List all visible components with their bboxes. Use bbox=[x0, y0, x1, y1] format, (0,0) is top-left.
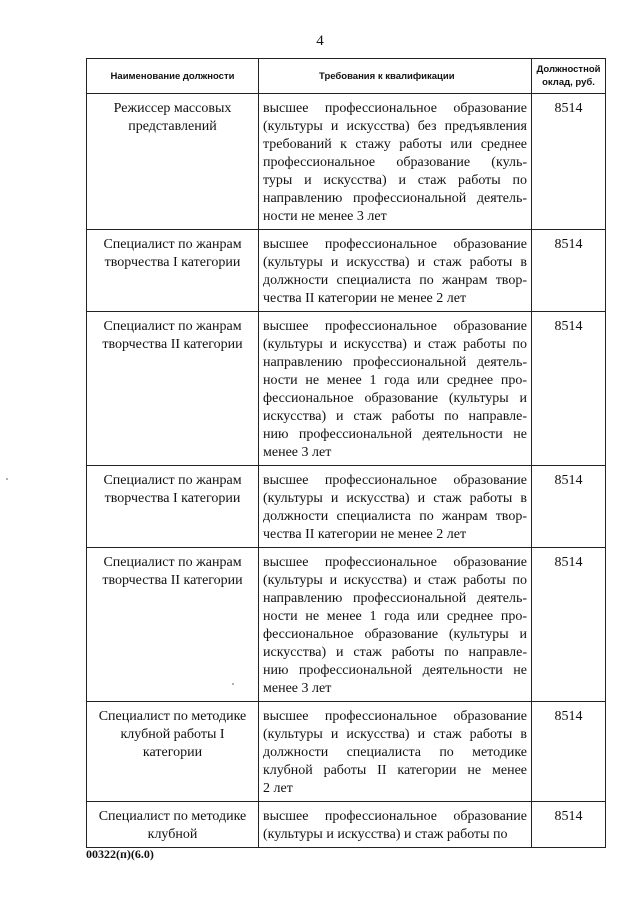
position-title: Специалист по методике клубной работы I категории bbox=[87, 702, 259, 802]
requirement-line: менее 3 лет bbox=[263, 445, 332, 460]
position-title: Специалист по жанрам творчества I категории bbox=[87, 230, 259, 312]
requirement-line: высшее профессиональное образование bbox=[263, 473, 527, 488]
requirement-line: (культуры и искусства) и стаж работы по bbox=[263, 337, 527, 352]
requirement-line: чества II категории не менее 2 лет bbox=[263, 291, 467, 306]
position-title: Специалист по методике клубной bbox=[87, 802, 259, 848]
scan-artifact-dot bbox=[6, 478, 8, 480]
qualification-table bbox=[86, 58, 606, 848]
salary-value: 8514 bbox=[532, 94, 606, 230]
requirement-line: должности специалиста по жанрам твор- bbox=[263, 273, 527, 288]
qualification-requirements bbox=[259, 312, 532, 466]
position-title: Специалист по жанрам творчества II категории bbox=[87, 548, 259, 702]
table-row bbox=[87, 230, 606, 312]
requirement-line: туры и искусства) и стаж работы по bbox=[263, 173, 527, 188]
requirement-line: клубной работы II категории не менее bbox=[263, 763, 527, 778]
requirement-line: (культуры и искусства) и стаж работы в bbox=[263, 255, 527, 270]
table-row bbox=[87, 702, 606, 802]
requirement-line: направлению профессиональной деятель- bbox=[263, 355, 527, 370]
table-row bbox=[87, 802, 606, 848]
requirement-line: ности не менее 1 года или среднее про- bbox=[263, 609, 527, 624]
qualification-requirements bbox=[259, 466, 532, 548]
requirement-line: искусства) и стаж работы по направле- bbox=[263, 645, 527, 660]
position-title: Режиссер массовых представлений bbox=[87, 94, 259, 230]
requirement-line: (культуры и искусства) и стаж работы по bbox=[263, 827, 508, 842]
table-row bbox=[87, 548, 606, 702]
requirement-line: высшее профессиональное образование bbox=[263, 237, 527, 252]
requirement-line: требований к стажу работы или среднее bbox=[263, 137, 527, 152]
requirement-line: (культуры и искусства) и стаж работы в bbox=[263, 727, 527, 742]
qualification-requirements bbox=[259, 94, 532, 230]
qualification-requirements bbox=[259, 702, 532, 802]
requirement-line: высшее профессиональное образование bbox=[263, 319, 527, 334]
header-requirements: Требования к квалификации bbox=[259, 59, 532, 94]
table-row bbox=[87, 94, 606, 230]
requirement-line: чества II категории не менее 2 лет bbox=[263, 527, 467, 542]
salary-value: 8514 bbox=[532, 702, 606, 802]
table-body bbox=[87, 94, 606, 848]
salary-value: 8514 bbox=[532, 230, 606, 312]
requirement-line: (культуры и искусства) и стаж работы в bbox=[263, 491, 527, 506]
salary-value: 8514 bbox=[532, 312, 606, 466]
requirement-line: (культуры и искусства) без предъявления bbox=[263, 119, 527, 134]
requirement-line: (культуры и искусства) и стаж работы по bbox=[263, 573, 527, 588]
requirement-line: фессиональное образование (культуры и bbox=[263, 391, 527, 406]
requirement-line: ности не менее 3 лет bbox=[263, 209, 387, 224]
requirement-line: должности специалиста по методике bbox=[263, 745, 527, 760]
salary-value: 8514 bbox=[532, 466, 606, 548]
scan-artifact-dot bbox=[232, 683, 234, 685]
header-position: Наименование должности bbox=[87, 59, 259, 94]
qualification-requirements bbox=[259, 548, 532, 702]
salary-value: 8514 bbox=[532, 802, 606, 848]
qualification-requirements bbox=[259, 230, 532, 312]
requirement-line: 2 лет bbox=[263, 781, 293, 796]
page-number: 4 bbox=[316, 33, 324, 49]
requirement-line: профессиональное образование (куль- bbox=[263, 155, 527, 170]
position-title: Специалист по жанрам творчества II категории bbox=[87, 312, 259, 466]
requirement-line: высшее профессиональное образование bbox=[263, 555, 527, 570]
requirement-line: искусства) и стаж работы по направле- bbox=[263, 409, 527, 424]
requirement-line: менее 3 лет bbox=[263, 681, 332, 696]
requirement-line: нию профессиональной деятельности не bbox=[263, 663, 527, 678]
requirement-line: высшее профессиональное образование bbox=[263, 101, 527, 116]
requirement-line: направлению профессиональной деятель- bbox=[263, 191, 527, 206]
requirement-line: высшее профессиональное образование bbox=[263, 709, 527, 724]
table-row bbox=[87, 466, 606, 548]
position-title: Специалист по жанрам творчества I категории bbox=[87, 466, 259, 548]
header-salary: Должностной оклад, руб. bbox=[532, 59, 606, 94]
table-header-row bbox=[87, 59, 606, 94]
qualification-requirements bbox=[259, 802, 532, 848]
salary-value: 8514 bbox=[532, 548, 606, 702]
requirement-line: направлению профессиональной деятель- bbox=[263, 591, 527, 606]
requirement-line: высшее профессиональное образование bbox=[263, 809, 527, 824]
table-row bbox=[87, 312, 606, 466]
requirement-line: нию профессиональной деятельности не bbox=[263, 427, 527, 442]
requirement-line: должности специалиста по жанрам твор- bbox=[263, 509, 527, 524]
requirement-line: ности не менее 1 года или среднее про- bbox=[263, 373, 527, 388]
requirement-line: фессиональное образование (культуры и bbox=[263, 627, 527, 642]
document-code: 00322(п)(6.0) bbox=[86, 847, 154, 861]
